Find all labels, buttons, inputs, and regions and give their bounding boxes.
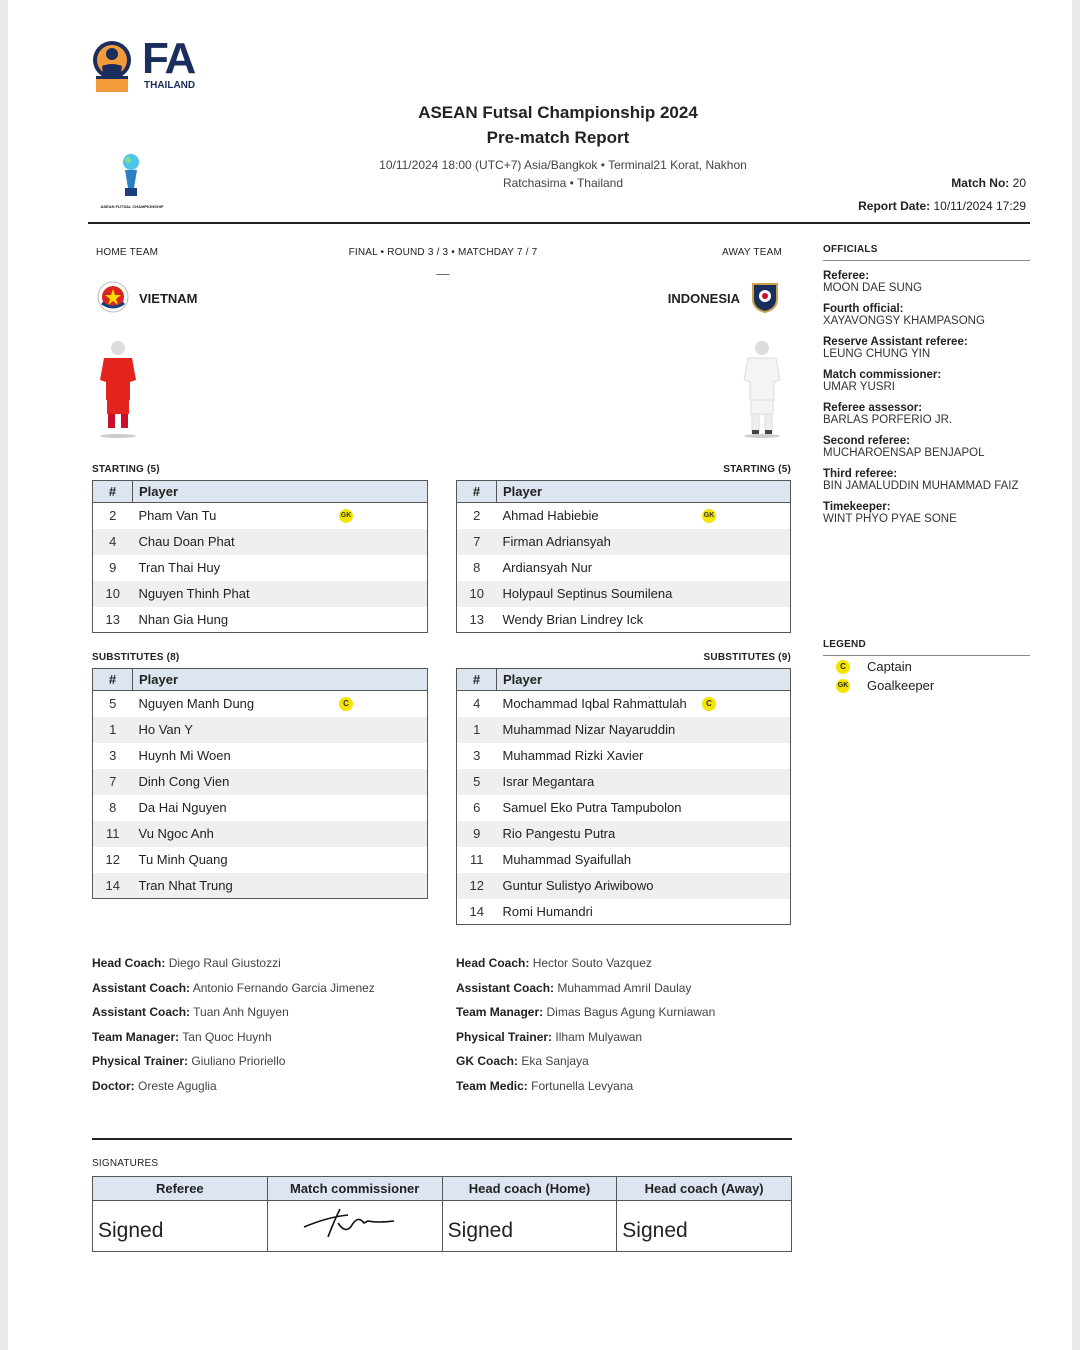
player-row [93, 607, 428, 633]
player-row [457, 847, 791, 873]
sig-header-referee: Referee [93, 1177, 268, 1201]
player-name-cell [497, 769, 791, 795]
player-name: Pham Van Tu [138, 508, 217, 524]
player-name-cell [497, 821, 791, 847]
col-number: # [457, 669, 497, 691]
captain-badge-icon: C [836, 660, 850, 674]
official-name: UMAR YUSRI [823, 381, 895, 393]
staff-name: Giuliano Prioriello [191, 1054, 286, 1069]
player-name: Muhammad Nizar Nayaruddin [502, 722, 676, 737]
player-number: 2 [473, 508, 481, 524]
home-staff [92, 951, 442, 1099]
player-number: 14 [469, 903, 484, 919]
player-row [457, 873, 791, 899]
player-number: 5 [457, 769, 497, 795]
player-number: 11 [470, 852, 484, 867]
sig-commissioner [267, 1201, 442, 1252]
player-name: Guntur Sulistyo Ariwibowo [502, 878, 654, 893]
legend-title: LEGEND [823, 639, 866, 650]
home-starting-table [92, 480, 428, 633]
player-name-cell [497, 529, 791, 555]
officials-divider [823, 260, 1030, 261]
player-name-cell [497, 691, 791, 717]
player-name-cell [133, 529, 428, 555]
report-subtitle: Pre-match Report [486, 128, 630, 147]
player-name: Tran Nhat Trung [138, 877, 233, 893]
staff-role: Assistant Coach: [92, 980, 191, 995]
player-row [457, 555, 791, 581]
report-title: ASEAN Futsal Championship 2024 [418, 103, 698, 122]
match-no-value: 20 [1012, 176, 1026, 190]
player-number: 10 [457, 581, 497, 607]
player-name: Tu Minh Quang [138, 852, 228, 867]
staff-entry [456, 1074, 806, 1099]
player-row [93, 821, 428, 847]
goalkeeper-badge-icon: GK [836, 679, 850, 693]
player-name: Nguyen Manh Dung [138, 696, 255, 712]
official-name: MOON DAE SUNG [823, 282, 923, 294]
vietnam-flag-icon [97, 281, 129, 318]
player-name-cell [497, 607, 791, 633]
player-number: 6 [473, 800, 481, 815]
official-role: Second referee: [823, 435, 910, 447]
player-number: 7 [93, 769, 133, 795]
fa-subtext: THAILAND [144, 80, 196, 91]
staff-name: Ilham Mulyawan [555, 1029, 643, 1044]
player-number: 1 [457, 717, 497, 743]
match-meta [353, 156, 773, 192]
staff-role: Team Medic: [456, 1078, 528, 1093]
player-number: 13 [105, 611, 120, 627]
staff-role: Doctor: [92, 1078, 135, 1093]
home-kit-icon [94, 340, 142, 445]
sig-header-home-coach: Head coach (Home) [442, 1177, 617, 1201]
player-row [93, 529, 428, 555]
official-role: Timekeeper: [823, 501, 891, 513]
player-row [93, 847, 428, 873]
player-name-cell [133, 717, 428, 743]
captain-badge-icon: C [702, 697, 716, 711]
player-number: 3 [473, 748, 481, 763]
legend-divider [823, 655, 1030, 656]
away-subs-table [456, 668, 791, 925]
player-name-cell [497, 795, 791, 821]
signatures-table [92, 1176, 792, 1252]
player-name: Nhan Gia Hung [138, 611, 229, 627]
player-row [93, 581, 428, 607]
player-name: Holypaul Septinus Soumilena [502, 586, 673, 601]
official-role: Referee: [823, 270, 870, 282]
player-name: Nguyen Thinh Phat [138, 586, 250, 601]
goalkeeper-badge-icon: GK [339, 509, 353, 523]
staff-name: Antonio Fernando Garcia Jimenez [192, 980, 375, 995]
player-name-cell [133, 769, 428, 795]
header-divider [88, 222, 1030, 224]
staff-name: Dimas Bagus Agung Kurniawan [546, 1005, 716, 1020]
official-name: LEUNG CHUNG YIN [823, 348, 931, 360]
player-name: Ardiansyah Nur [502, 560, 593, 575]
staff-role: Team Manager: [456, 1005, 544, 1020]
player-name-cell [133, 821, 428, 847]
player-name: Mochammad Iqbal Rahmattulah [502, 696, 687, 712]
report-page [8, 0, 1072, 1350]
player-name-cell [497, 581, 791, 607]
player-name: Samuel Eko Putra Tampubolon [502, 800, 682, 815]
staff-name: Fortunella Levyana [531, 1078, 634, 1093]
player-row [457, 899, 791, 925]
col-number: # [93, 669, 133, 691]
player-row [457, 717, 791, 743]
official-role: Third referee: [823, 468, 898, 480]
player-name-cell [133, 795, 428, 821]
staff-name: Tan Quoc Huynh [182, 1029, 272, 1044]
match-meta-line2: Ratchasima • Thailand [502, 176, 624, 190]
player-name: Rio Pangestu Putra [502, 826, 616, 841]
player-name-cell [497, 717, 791, 743]
player-name-cell [133, 555, 428, 581]
staff-role: Assistant Coach: [92, 1005, 191, 1020]
match-no-label: Match No: [951, 176, 1010, 190]
away-starting-label: STARTING (5) [723, 464, 791, 475]
player-name: Firman Adriansyah [502, 534, 611, 549]
player-number: 11 [93, 821, 133, 847]
staff-name: Tuan Anh Nguyen [193, 1005, 289, 1020]
staff-role: GK Coach: [456, 1054, 519, 1069]
player-number: 8 [473, 560, 481, 575]
round-info: FINAL • ROUND 3 / 3 • MATCHDAY 7 / 7 [348, 247, 538, 258]
player-name-cell [133, 847, 428, 873]
player-row [457, 821, 791, 847]
away-team-label: AWAY TEAM [722, 247, 782, 258]
player-name-cell [497, 743, 791, 769]
col-number: # [457, 481, 497, 503]
report-date-label: Report Date: [858, 199, 931, 213]
staff-entry [456, 1025, 806, 1050]
player-name: Romi Humandri [502, 903, 593, 919]
col-player: Player [133, 669, 428, 691]
staff-entry [92, 1074, 442, 1099]
player-name-cell [133, 581, 428, 607]
officials-title: OFFICIALS [823, 244, 878, 255]
player-number: 3 [109, 748, 117, 763]
away-subs-label: SUBSTITUTES (9) [703, 652, 791, 663]
player-number: 4 [473, 696, 481, 712]
home-team-name: VIETNAM [139, 291, 198, 306]
player-row [457, 503, 791, 529]
tournament-logo-text: ASEAN FUTSAL CHAMPIONSHIP [100, 204, 164, 209]
player-name-cell [497, 847, 791, 873]
player-number: 8 [109, 800, 117, 815]
sig-referee: Signed [93, 1201, 268, 1252]
player-row [93, 795, 428, 821]
player-number: 2 [109, 508, 117, 524]
match-number [951, 176, 1026, 190]
signatures-divider [92, 1138, 792, 1140]
player-name: Ahmad Habiebie [502, 508, 599, 524]
player-row [93, 769, 428, 795]
away-kit-icon [738, 340, 786, 445]
player-row [457, 769, 791, 795]
sig-home-coach: Signed [442, 1201, 617, 1252]
official-name: BIN JAMALUDDIN MUHAMMAD FAIZ [823, 480, 1019, 492]
report-date [858, 199, 1026, 213]
staff-role: Head Coach: [92, 956, 166, 970]
player-name: Vu Ngoc Anh [138, 826, 214, 841]
player-name: Muhammad Syaifullah [502, 852, 632, 867]
staff-role: Physical Trainer: [456, 1029, 553, 1044]
official-name: XAYAVONGSY KHAMPASONG [823, 315, 985, 327]
handwritten-signature-icon [268, 1201, 441, 1245]
official-role: Reserve Assistant referee: [823, 336, 968, 348]
player-name-cell [497, 503, 791, 529]
sig-header-commissioner: Match commissioner [267, 1177, 442, 1201]
player-row [457, 529, 791, 555]
staff-entry [92, 1049, 442, 1074]
staff-name: Eka Sanjaya [521, 1054, 589, 1069]
official-role: Referee assessor: [823, 402, 923, 414]
player-row [457, 743, 791, 769]
player-name-cell [133, 873, 428, 899]
player-number: 4 [93, 529, 133, 555]
signatures-title: SIGNATURES [92, 1158, 159, 1169]
official-name: MUCHAROENSAP BENJAPOL [823, 447, 985, 459]
player-name: Ho Van Y [138, 722, 193, 737]
staff-entry [456, 1000, 806, 1025]
player-row [457, 581, 791, 607]
staff-entry [92, 976, 442, 1001]
captain-badge-icon: C [339, 697, 353, 711]
home-team-label: HOME TEAM [96, 247, 159, 258]
player-number: 12 [105, 852, 120, 867]
staff-name: Oreste Aguglia [138, 1078, 217, 1093]
match-meta-line1: 10/11/2024 18:00 (UTC+7) Asia/Bangkok • Terminal21 Korat, Nakhon [379, 158, 747, 172]
official-role: Match commissioner: [823, 369, 942, 381]
home-starting-label: STARTING (5) [92, 464, 160, 475]
player-number: 7 [457, 529, 497, 555]
player-name-cell [133, 691, 428, 717]
player-name-cell [133, 743, 428, 769]
staff-entry [456, 1049, 806, 1074]
match-score: — [436, 266, 450, 281]
player-name-cell [133, 607, 428, 633]
player-row [457, 607, 791, 633]
player-row [93, 691, 428, 717]
player-number: 5 [109, 696, 117, 712]
staff-entry [456, 951, 806, 976]
player-row [93, 873, 428, 899]
officials-list [823, 270, 1033, 534]
captain-label: Captain [867, 659, 912, 674]
staff-role: Physical Trainer: [92, 1054, 189, 1069]
staff-role: Head Coach: [456, 956, 530, 970]
away-team-name: INDONESIA [667, 291, 740, 306]
staff-name: Hector Souto Vazquez [532, 956, 652, 970]
staff-entry [456, 976, 806, 1001]
player-name-cell [497, 899, 791, 925]
indonesia-crest-icon [750, 281, 780, 318]
staff-name: Muhammad Amril Daulay [557, 980, 692, 995]
trophy-icon [92, 152, 172, 202]
col-player: Player [133, 481, 428, 503]
player-number: 9 [457, 821, 497, 847]
player-number: 10 [93, 581, 133, 607]
official-role: Fourth official: [823, 303, 904, 315]
player-name: Chau Doan Phat [138, 534, 235, 549]
goalkeeper-badge-icon: GK [702, 509, 716, 523]
fa-text: FA [142, 34, 195, 83]
away-starting-table [456, 480, 791, 633]
player-number: 12 [457, 873, 497, 899]
goalkeeper-label: Goalkeeper [867, 678, 935, 693]
player-row [93, 743, 428, 769]
player-name: Huynh Mi Woen [138, 748, 231, 763]
col-number: # [93, 481, 133, 503]
player-name: Muhammad Rizki Xavier [502, 748, 644, 763]
staff-role: Team Manager: [92, 1029, 180, 1044]
player-name: Dinh Cong Vien [138, 774, 230, 789]
player-name: Da Hai Nguyen [138, 800, 227, 815]
player-row [93, 503, 428, 529]
player-name-cell [133, 503, 428, 529]
staff-role: Assistant Coach: [456, 980, 555, 995]
staff-entry [92, 1000, 442, 1025]
player-row [93, 717, 428, 743]
tournament-logo [92, 152, 172, 212]
player-row [457, 795, 791, 821]
fa-thailand-logo [92, 36, 212, 96]
player-name: Wendy Brian Lindrey Ick [502, 611, 644, 627]
staff-entry [92, 951, 442, 976]
staff-entry [92, 1025, 442, 1050]
player-row [93, 555, 428, 581]
official-name: BARLAS PORFERIO JR. [823, 414, 953, 426]
player-number: 9 [109, 560, 117, 575]
official-name: WINT PHYO PYAE SONE [823, 513, 957, 525]
report-date-value: 10/11/2024 17:29 [933, 199, 1026, 213]
col-player: Player [497, 669, 791, 691]
home-subs-table [92, 668, 428, 899]
player-row [457, 691, 791, 717]
col-player: Player [497, 481, 791, 503]
player-name: Israr Megantara [502, 774, 595, 789]
player-name-cell [497, 873, 791, 899]
player-number: 14 [93, 873, 133, 899]
sig-header-away-coach: Head coach (Away) [617, 1177, 792, 1201]
away-staff [456, 951, 806, 1099]
player-number: 1 [93, 717, 133, 743]
sig-away-coach: Signed [617, 1201, 792, 1252]
player-name: Tran Thai Huy [138, 560, 221, 575]
player-name-cell [497, 555, 791, 581]
home-subs-label: SUBSTITUTES (8) [92, 652, 180, 663]
player-number: 13 [469, 611, 484, 627]
staff-name: Diego Raul Giustozzi [168, 956, 281, 970]
